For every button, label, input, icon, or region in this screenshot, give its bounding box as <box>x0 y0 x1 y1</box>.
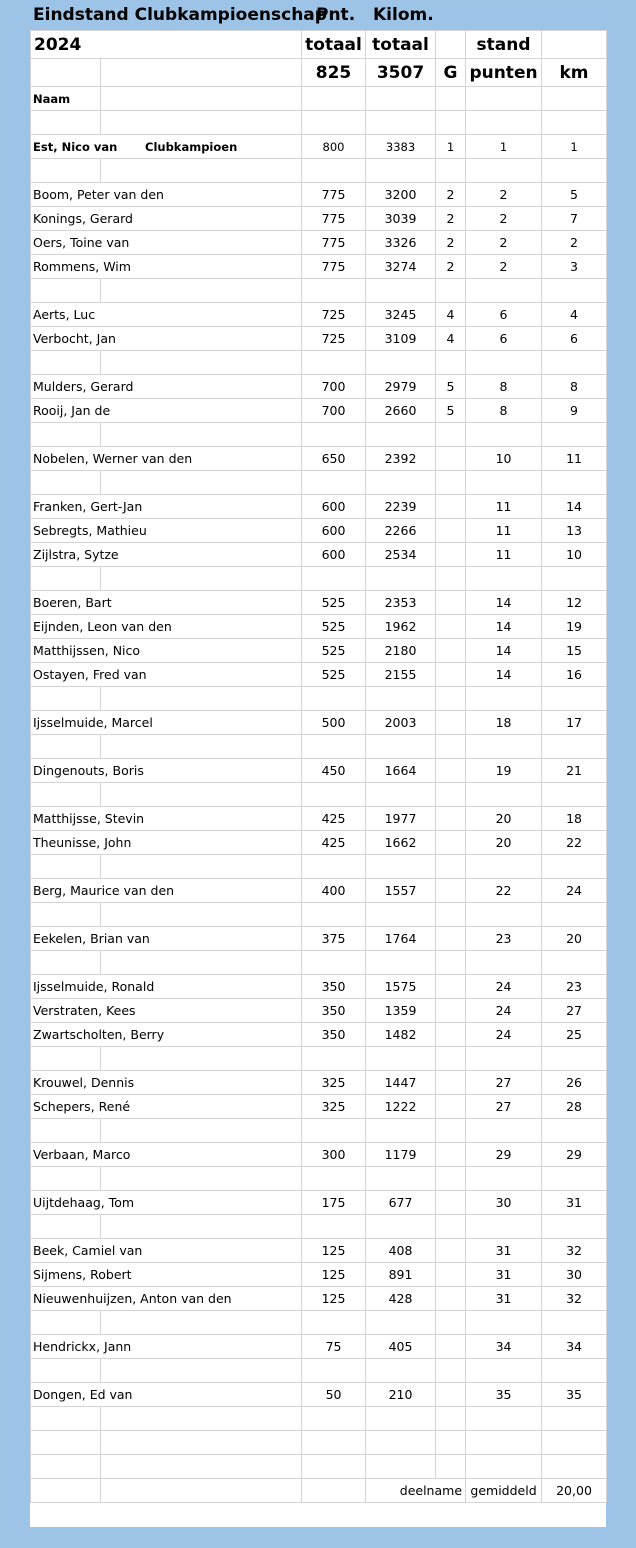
rider-name: Ostayen, Fred van <box>31 663 302 687</box>
table-row <box>31 399 607 423</box>
km-cell: 3274 <box>366 255 436 279</box>
table-row <box>31 375 607 399</box>
header-g: G <box>436 59 466 87</box>
table-row <box>31 831 607 855</box>
table-row <box>31 495 607 519</box>
km-cell: 2003 <box>366 711 436 735</box>
header-row-2 <box>31 59 607 87</box>
points-cell: 525 <box>302 615 366 639</box>
stand-km-cell: 23 <box>542 975 607 999</box>
points-cell: 775 <box>302 255 366 279</box>
g-cell <box>436 879 466 903</box>
points-cell: 425 <box>302 807 366 831</box>
footer-deelname: deelname <box>366 1479 466 1503</box>
km-cell: 3326 <box>366 231 436 255</box>
stand-punten-cell: 2 <box>466 183 542 207</box>
champion-g: 1 <box>436 135 466 159</box>
g-cell <box>436 495 466 519</box>
rider-name: Eekelen, Brian van <box>31 927 302 951</box>
table-row <box>31 975 607 999</box>
rider-name: Sebregts, Mathieu <box>31 519 302 543</box>
stand-km-cell: 31 <box>542 1191 607 1215</box>
spacer-row <box>31 855 607 879</box>
naam-label: Naam <box>31 87 101 111</box>
stand-punten-cell: 11 <box>466 543 542 567</box>
spacer-row <box>31 1311 607 1335</box>
champion-points: 800 <box>302 135 366 159</box>
footer-gemiddeld: gemiddeld <box>466 1479 542 1503</box>
g-cell <box>436 615 466 639</box>
stand-punten-cell: 6 <box>466 327 542 351</box>
stand-punten-cell: 8 <box>466 399 542 423</box>
g-cell <box>436 1191 466 1215</box>
g-cell <box>436 1095 466 1119</box>
g-cell <box>436 759 466 783</box>
table-row <box>31 183 607 207</box>
km-cell: 428 <box>366 1287 436 1311</box>
table-row <box>31 447 607 471</box>
g-cell <box>436 1143 466 1167</box>
rider-name: Theunisse, John <box>31 831 302 855</box>
stand-punten-cell: 10 <box>466 447 542 471</box>
spacer-row <box>31 687 607 711</box>
stand-km-cell: 25 <box>542 1023 607 1047</box>
spacer-row <box>31 783 607 807</box>
header-totaal-points: totaal <box>302 31 366 59</box>
table-row <box>31 1071 607 1095</box>
km-cell: 1179 <box>366 1143 436 1167</box>
stand-punten-cell: 35 <box>466 1383 542 1407</box>
table-row <box>31 711 607 735</box>
table-row <box>31 231 607 255</box>
g-cell: 2 <box>436 207 466 231</box>
rider-name: Berg, Maurice van den <box>31 879 302 903</box>
champion-label: Clubkampioen <box>145 139 238 154</box>
year-label: 2024 <box>31 31 302 59</box>
g-cell <box>436 927 466 951</box>
points-cell: 350 <box>302 975 366 999</box>
header-punten: punten <box>466 59 542 87</box>
g-cell <box>436 447 466 471</box>
g-cell <box>436 543 466 567</box>
spacer-row <box>31 951 607 975</box>
champion-name: Est, Nico van <box>33 139 118 154</box>
km-cell: 1764 <box>366 927 436 951</box>
spacer-row <box>31 423 607 447</box>
km-cell: 3200 <box>366 183 436 207</box>
footer-row <box>31 1479 607 1503</box>
header-stand: stand <box>466 31 542 59</box>
points-cell: 700 <box>302 375 366 399</box>
stand-punten-cell: 2 <box>466 207 542 231</box>
table-row <box>31 1191 607 1215</box>
spacer-row <box>31 567 607 591</box>
km-cell: 1575 <box>366 975 436 999</box>
table-row <box>31 759 607 783</box>
stand-punten-cell: 6 <box>466 303 542 327</box>
g-cell <box>436 1023 466 1047</box>
rider-name: Dongen, Ed van <box>31 1383 302 1407</box>
table-row <box>31 927 607 951</box>
rider-name: Sijmens, Robert <box>31 1263 302 1287</box>
stand-punten-cell: 19 <box>466 759 542 783</box>
stand-punten-cell: 8 <box>466 375 542 399</box>
g-cell: 5 <box>436 375 466 399</box>
table-row <box>31 327 607 351</box>
stand-km-cell: 14 <box>542 495 607 519</box>
stand-punten-cell: 11 <box>466 519 542 543</box>
rider-name: Nobelen, Werner van den <box>31 447 302 471</box>
rider-name: Beek, Camiel van <box>31 1239 302 1263</box>
stand-punten-cell: 14 <box>466 639 542 663</box>
stand-punten-cell: 30 <box>466 1191 542 1215</box>
points-cell: 525 <box>302 639 366 663</box>
rider-name: Nieuwenhuijzen, Anton van den <box>31 1287 302 1311</box>
stand-punten-cell: 31 <box>466 1239 542 1263</box>
km-cell: 3109 <box>366 327 436 351</box>
header-total-points: 825 <box>302 59 366 87</box>
standings-body <box>31 31 607 1503</box>
rider-name: Rommens, Wim <box>31 255 302 279</box>
rider-name: Eijnden, Leon van den <box>31 615 302 639</box>
stand-punten-cell: 14 <box>466 615 542 639</box>
g-cell: 4 <box>436 327 466 351</box>
points-cell: 600 <box>302 543 366 567</box>
table-row <box>31 1023 607 1047</box>
standings-sheet <box>30 30 606 1527</box>
rider-name: Konings, Gerard <box>31 207 302 231</box>
g-cell <box>436 999 466 1023</box>
spacer-row <box>31 351 607 375</box>
stand-km-cell: 13 <box>542 519 607 543</box>
km-cell: 408 <box>366 1239 436 1263</box>
km-cell: 1664 <box>366 759 436 783</box>
spacer-row <box>31 111 607 135</box>
champion-stand-punten: 1 <box>466 135 542 159</box>
stand-punten-cell: 27 <box>466 1071 542 1095</box>
spacer-row <box>31 1455 607 1479</box>
rider-name: Verbaan, Marco <box>31 1143 302 1167</box>
km-cell: 1977 <box>366 807 436 831</box>
g-cell <box>436 975 466 999</box>
km-cell: 1662 <box>366 831 436 855</box>
km-cell: 3245 <box>366 303 436 327</box>
km-cell: 1962 <box>366 615 436 639</box>
footer-value: 20,00 <box>542 1479 607 1503</box>
spacer-row <box>31 279 607 303</box>
km-cell: 3039 <box>366 207 436 231</box>
g-cell <box>436 639 466 663</box>
points-cell: 325 <box>302 1071 366 1095</box>
title-kilom: Kilom. <box>373 5 434 25</box>
km-cell: 2392 <box>366 447 436 471</box>
spacer-row <box>31 1215 607 1239</box>
naam-row <box>31 87 607 111</box>
points-cell: 125 <box>302 1263 366 1287</box>
rider-name: Boom, Peter van den <box>31 183 302 207</box>
rider-name: Ijsselmuide, Marcel <box>31 711 302 735</box>
stand-punten-cell: 14 <box>466 663 542 687</box>
table-row <box>31 663 607 687</box>
rider-name: Schepers, René <box>31 1095 302 1119</box>
champion-row <box>31 135 607 159</box>
table-row <box>31 519 607 543</box>
km-cell: 2660 <box>366 399 436 423</box>
champion-km: 3383 <box>366 135 436 159</box>
table-row <box>31 207 607 231</box>
g-cell: 4 <box>436 303 466 327</box>
stand-km-cell: 2 <box>542 231 607 255</box>
points-cell: 650 <box>302 447 366 471</box>
stand-km-cell: 32 <box>542 1239 607 1263</box>
points-cell: 600 <box>302 519 366 543</box>
km-cell: 2239 <box>366 495 436 519</box>
stand-punten-cell: 24 <box>466 975 542 999</box>
stand-km-cell: 15 <box>542 639 607 663</box>
table-row <box>31 1383 607 1407</box>
stand-km-cell: 29 <box>542 1143 607 1167</box>
g-cell <box>436 1071 466 1095</box>
table-row <box>31 1239 607 1263</box>
rider-name: Oers, Toine van <box>31 231 302 255</box>
rider-name: Rooij, Jan de <box>31 399 302 423</box>
km-cell: 2534 <box>366 543 436 567</box>
stand-punten-cell: 14 <box>466 591 542 615</box>
rider-name: Ijsselmuide, Ronald <box>31 975 302 999</box>
points-cell: 400 <box>302 879 366 903</box>
km-cell: 2979 <box>366 375 436 399</box>
rider-name: Mulders, Gerard <box>31 375 302 399</box>
stand-km-cell: 18 <box>542 807 607 831</box>
stand-km-cell: 11 <box>542 447 607 471</box>
stand-punten-cell: 31 <box>466 1287 542 1311</box>
g-cell <box>436 1263 466 1287</box>
spacer-row <box>31 735 607 759</box>
g-cell: 2 <box>436 255 466 279</box>
km-cell: 1482 <box>366 1023 436 1047</box>
points-cell: 725 <box>302 303 366 327</box>
g-cell <box>436 1335 466 1359</box>
stand-punten-cell: 20 <box>466 807 542 831</box>
rider-name: Matthijsse, Stevin <box>31 807 302 831</box>
rider-name: Boeren, Bart <box>31 591 302 615</box>
g-cell <box>436 807 466 831</box>
table-row <box>31 639 607 663</box>
points-cell: 725 <box>302 327 366 351</box>
points-cell: 775 <box>302 231 366 255</box>
stand-km-cell: 22 <box>542 831 607 855</box>
points-cell: 775 <box>302 207 366 231</box>
table-row <box>31 1095 607 1119</box>
stand-km-cell: 5 <box>542 183 607 207</box>
spacer-row <box>31 1119 607 1143</box>
rider-name: Matthijssen, Nico <box>31 639 302 663</box>
stand-punten-cell: 22 <box>466 879 542 903</box>
table-row <box>31 255 607 279</box>
rider-name: Verbocht, Jan <box>31 327 302 351</box>
table-row <box>31 999 607 1023</box>
stand-km-cell: 7 <box>542 207 607 231</box>
points-cell: 450 <box>302 759 366 783</box>
points-cell: 175 <box>302 1191 366 1215</box>
spacer-row <box>31 159 607 183</box>
stand-km-cell: 20 <box>542 927 607 951</box>
km-cell: 1359 <box>366 999 436 1023</box>
km-cell: 1557 <box>366 879 436 903</box>
stand-km-cell: 3 <box>542 255 607 279</box>
spacer-row <box>31 471 607 495</box>
g-cell <box>436 519 466 543</box>
g-cell <box>436 663 466 687</box>
km-cell: 2353 <box>366 591 436 615</box>
points-cell: 600 <box>302 495 366 519</box>
stand-km-cell: 35 <box>542 1383 607 1407</box>
g-cell: 2 <box>436 231 466 255</box>
km-cell: 677 <box>366 1191 436 1215</box>
stand-punten-cell: 20 <box>466 831 542 855</box>
points-cell: 350 <box>302 1023 366 1047</box>
stand-punten-cell: 31 <box>466 1263 542 1287</box>
stand-punten-cell: 27 <box>466 1095 542 1119</box>
table-row <box>31 591 607 615</box>
points-cell: 425 <box>302 831 366 855</box>
sheet-title <box>33 5 434 25</box>
stand-km-cell: 21 <box>542 759 607 783</box>
stand-km-cell: 28 <box>542 1095 607 1119</box>
rider-name: Zijlstra, Sytze <box>31 543 302 567</box>
stand-km-cell: 34 <box>542 1335 607 1359</box>
header-total-km: 3507 <box>366 59 436 87</box>
stand-km-cell: 10 <box>542 543 607 567</box>
stand-punten-cell: 18 <box>466 711 542 735</box>
km-cell: 891 <box>366 1263 436 1287</box>
stand-km-cell: 8 <box>542 375 607 399</box>
g-cell <box>436 831 466 855</box>
spacer-row <box>31 1431 607 1455</box>
stand-punten-cell: 2 <box>466 231 542 255</box>
stand-km-cell: 27 <box>542 999 607 1023</box>
stand-km-cell: 30 <box>542 1263 607 1287</box>
spacer-row <box>31 1047 607 1071</box>
standings-table <box>30 30 607 1503</box>
stand-km-cell: 17 <box>542 711 607 735</box>
points-cell: 350 <box>302 999 366 1023</box>
rider-name: Zwartscholten, Berry <box>31 1023 302 1047</box>
g-cell <box>436 1383 466 1407</box>
stand-km-cell: 19 <box>542 615 607 639</box>
points-cell: 525 <box>302 591 366 615</box>
points-cell: 700 <box>302 399 366 423</box>
champion-stand-km: 1 <box>542 135 607 159</box>
points-cell: 500 <box>302 711 366 735</box>
spacer-row <box>31 903 607 927</box>
spacer-row <box>31 1407 607 1431</box>
km-cell: 1447 <box>366 1071 436 1095</box>
stand-punten-cell: 29 <box>466 1143 542 1167</box>
g-cell <box>436 711 466 735</box>
title-pnt: Pnt. <box>316 5 356 25</box>
g-cell <box>436 591 466 615</box>
km-cell: 405 <box>366 1335 436 1359</box>
table-row <box>31 1263 607 1287</box>
stand-punten-cell: 34 <box>466 1335 542 1359</box>
km-cell: 210 <box>366 1383 436 1407</box>
rider-name: Hendrickx, Jann <box>31 1335 302 1359</box>
rider-name: Uijtdehaag, Tom <box>31 1191 302 1215</box>
points-cell: 300 <box>302 1143 366 1167</box>
points-cell: 125 <box>302 1287 366 1311</box>
title-text: Eindstand Clubkampioenschap <box>33 5 327 25</box>
rider-name: Krouwel, Dennis <box>31 1071 302 1095</box>
g-cell: 2 <box>436 183 466 207</box>
stand-punten-cell: 24 <box>466 999 542 1023</box>
rider-name: Franken, Gert-Jan <box>31 495 302 519</box>
stand-km-cell: 32 <box>542 1287 607 1311</box>
points-cell: 75 <box>302 1335 366 1359</box>
points-cell: 325 <box>302 1095 366 1119</box>
stand-punten-cell: 23 <box>466 927 542 951</box>
spacer-row <box>31 1359 607 1383</box>
table-row <box>31 1335 607 1359</box>
stand-km-cell: 4 <box>542 303 607 327</box>
stand-km-cell: 16 <box>542 663 607 687</box>
km-cell: 1222 <box>366 1095 436 1119</box>
g-cell <box>436 1287 466 1311</box>
g-cell <box>436 1239 466 1263</box>
rider-name: Dingenouts, Boris <box>31 759 302 783</box>
rider-name: Verstraten, Kees <box>31 999 302 1023</box>
km-cell: 2180 <box>366 639 436 663</box>
points-cell: 50 <box>302 1383 366 1407</box>
table-row <box>31 1143 607 1167</box>
points-cell: 125 <box>302 1239 366 1263</box>
points-cell: 775 <box>302 183 366 207</box>
table-row <box>31 543 607 567</box>
table-row <box>31 807 607 831</box>
points-cell: 375 <box>302 927 366 951</box>
km-cell: 2155 <box>366 663 436 687</box>
table-row <box>31 1287 607 1311</box>
table-row <box>31 303 607 327</box>
stand-km-cell: 26 <box>542 1071 607 1095</box>
table-row <box>31 879 607 903</box>
km-cell: 2266 <box>366 519 436 543</box>
g-cell: 5 <box>436 399 466 423</box>
stand-punten-cell: 24 <box>466 1023 542 1047</box>
header-totaal-km: totaal <box>366 31 436 59</box>
spacer-row <box>31 1167 607 1191</box>
stand-km-cell: 9 <box>542 399 607 423</box>
points-cell: 525 <box>302 663 366 687</box>
header-row-1 <box>31 31 607 59</box>
stand-km-cell: 12 <box>542 591 607 615</box>
header-km: km <box>542 59 607 87</box>
stand-punten-cell: 11 <box>466 495 542 519</box>
rider-name: Aerts, Luc <box>31 303 302 327</box>
table-row <box>31 615 607 639</box>
stand-km-cell: 24 <box>542 879 607 903</box>
stand-km-cell: 6 <box>542 327 607 351</box>
stand-punten-cell: 2 <box>466 255 542 279</box>
